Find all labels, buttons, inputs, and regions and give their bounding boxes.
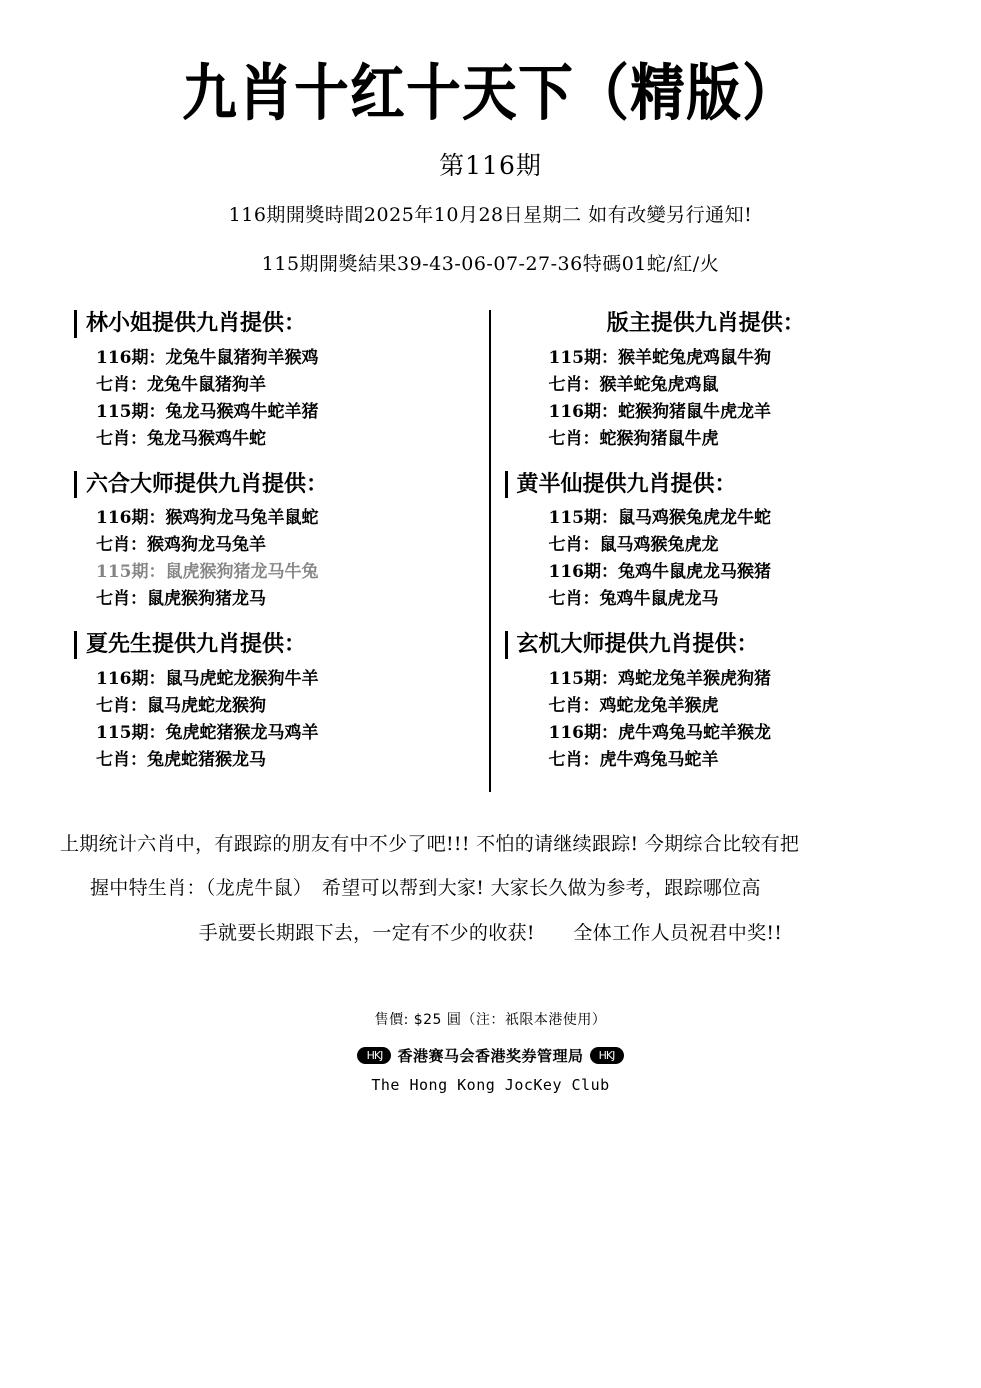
organization-name: 香港赛马会香港奖券管理局 bbox=[397, 1047, 584, 1066]
prediction-block bbox=[74, 631, 475, 774]
block-title: 玄机大师提供九肖提供： bbox=[505, 631, 908, 659]
prediction-line: 七肖：猴羊蛇兔虎鸡鼠 bbox=[548, 374, 719, 395]
prediction-block bbox=[505, 631, 908, 774]
prediction-line: 115期：兔虎蛇猪猴龙马鸡羊 bbox=[96, 722, 319, 743]
right-column bbox=[491, 310, 922, 792]
prediction-line: 七肖：鼠马鸡猴兔虎龙 bbox=[548, 535, 719, 555]
block-title: 版主提供九肖提供： bbox=[606, 310, 805, 336]
masthead bbox=[0, 0, 981, 276]
prediction-line: 116期：鼠马虎蛇龙猴狗牛羊 bbox=[96, 668, 319, 689]
prediction-line: 七肖：鼠虎猴狗猪龙马 bbox=[96, 589, 266, 609]
left-column bbox=[60, 310, 491, 792]
block-title: 林小姐提供九肖提供： bbox=[74, 310, 475, 338]
block-title: 黄半仙提供九肖提供： bbox=[505, 471, 908, 499]
organization-row bbox=[0, 1045, 981, 1066]
prediction-line: 七肖：兔鸡牛鼠虎龙马 bbox=[548, 589, 719, 609]
prediction-line: 115期：鸡蛇龙兔羊猴虎狗猪 bbox=[548, 668, 771, 689]
prediction-line: 七肖：鼠马虎蛇龙猴狗 bbox=[96, 695, 266, 716]
draw-time-notice: 116期開獎時間2025年10月28日星期二 如有改變另行通知! bbox=[228, 204, 753, 226]
commentary-line-1: 上期统计六肖中，有跟踪的朋友有中不少了吧!!! 不怕的请继续跟踪! 今期综合比较有把 bbox=[60, 832, 800, 855]
prediction-line: 七肖：猴鸡狗龙马兔羊 bbox=[96, 535, 266, 555]
prediction-line: 七肖：蛇猴狗猪鼠牛虎 bbox=[548, 428, 719, 449]
prediction-line: 116期：兔鸡牛鼠虎龙马猴猪 bbox=[548, 562, 771, 582]
block-title: 六合大师提供九肖提供： bbox=[74, 471, 475, 499]
price-note: 售價: $25 圓（注：祇限本港使用） bbox=[374, 1012, 607, 1029]
block-title: 夏先生提供九肖提供： bbox=[74, 631, 475, 659]
prediction-line: 116期：蛇猴狗猪鼠牛虎龙羊 bbox=[548, 401, 771, 422]
issue-number: 第116期 bbox=[439, 151, 542, 180]
last-draw-result: 115期開獎結果39-43-06-07-27-36特碼01蛇/紅/火 bbox=[261, 253, 720, 275]
predictions-columns bbox=[60, 310, 921, 792]
prediction-block bbox=[74, 310, 475, 453]
organization-name-en: The Hong Kong JocKey Club bbox=[371, 1076, 610, 1095]
commentary-line-3: 手就要长期跟下去，一定有不少的收获! 全体工作人员祝君中奖!! bbox=[198, 921, 783, 944]
prediction-line: 七肖：兔虎蛇猪猴龙马 bbox=[96, 749, 266, 770]
jockey-club-logo-icon: HKJ bbox=[357, 1047, 391, 1064]
prediction-line: 七肖：虎牛鸡兔马蛇羊 bbox=[548, 749, 719, 770]
prediction-line: 七肖：龙兔牛鼠猪狗羊 bbox=[96, 374, 266, 395]
jockey-club-logo-icon: HKJ bbox=[590, 1047, 624, 1064]
page-title: 九肖十红十天下（精版） bbox=[182, 56, 799, 129]
commentary-line-2: 握中特生肖：（龙虎牛鼠） 希望可以帮到大家! 大家长久做为参考，跟踪哪位高 bbox=[90, 877, 761, 900]
footer bbox=[0, 1009, 981, 1094]
prediction-block bbox=[505, 471, 908, 614]
prediction-line: 115期：猴羊蛇兔虎鸡鼠牛狗 bbox=[548, 347, 771, 368]
prediction-line: 116期：猴鸡狗龙马兔羊鼠蛇 bbox=[96, 508, 319, 528]
prediction-line: 115期：兔龙马猴鸡牛蛇羊猪 bbox=[96, 401, 319, 422]
prediction-line: 七肖：鸡蛇龙兔羊猴虎 bbox=[548, 695, 719, 716]
prediction-line: 116期：龙兔牛鼠猪狗羊猴鸡 bbox=[96, 347, 319, 368]
prediction-block bbox=[505, 310, 908, 453]
prediction-line: 七肖：兔龙马猴鸡牛蛇 bbox=[96, 428, 266, 449]
commentary-text bbox=[60, 822, 921, 956]
prediction-block bbox=[74, 471, 475, 614]
prediction-line: 116期：虎牛鸡兔马蛇羊猴龙 bbox=[548, 722, 771, 743]
prediction-line: 115期：鼠马鸡猴兔虎龙牛蛇 bbox=[548, 508, 771, 528]
prediction-line: 115期：鼠虎猴狗猪龙马牛兔 bbox=[96, 562, 319, 582]
